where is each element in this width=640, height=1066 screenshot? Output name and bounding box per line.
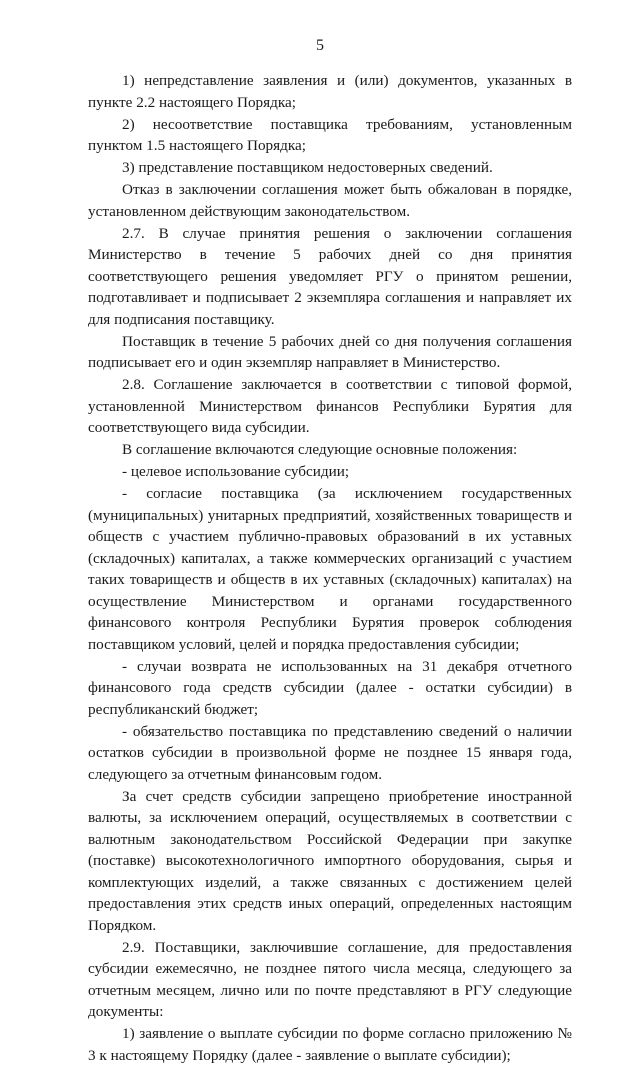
list-item-refund-cases: - случаи возврата не использованных на 31 декабря отчетного финансового года средств субсидии (далее - остатки субсидии) в республиканский бюджет;	[88, 657, 572, 718]
paragraph-rejection-reason-2: 2) несоответствие поставщика требованиям, установленным пунктом 1.5 настоящего Порядка;	[88, 115, 572, 154]
paragraph-2-8: 2.8. Соглашение заключается в соответствии с типовой формой, установленной Министерством финансов Республики Бурятия для соответствующего вида субсидии.	[88, 376, 572, 436]
paragraph-rejection-reason-3: 3) представление поставщиком недостоверных сведений.	[122, 159, 493, 176]
paragraph-2-9: 2.9. Поставщики, заключившие соглашение, для предоставления субсидии ежемесячно, не позднее пятого числа месяца, следующего за отчетным месяцем, лично или по почте представляют в РГУ следующие документы:	[88, 938, 572, 1020]
paragraph-currency-prohibition: За счет средств субсидии запрещено приобретение иностранной валюты, за исключением операций, осуществляемых в соответствии с валютным законодательством Российской Федерации при закупке (поставке) высокотехнологичного импортного оборудования, сырья и комплектующих изделий, а также связанных с достижением целей предоставления этих средств иных операций, определенных настоящим Порядком.	[88, 787, 572, 934]
paragraph-supplier-signing: Поставщик в течение 5 рабочих дней со дня получения соглашения подписывает его и один экземпляр направляет в Министерство.	[88, 332, 572, 371]
paragraph-rejection-reason-1: 1) непредставление заявления и (или) документов, указанных в пункте 2.2 настоящего Порядка;	[88, 72, 572, 111]
list-item-reporting-obligation: - обязательство поставщика по представлению сведений о наличии остатков субсидии в произвольной форме не позднее 15 января года, следующего за отчетным финансовым годом.	[88, 722, 572, 783]
list-item-supplier-consent: - согласие поставщика (за исключением государственных (муниципальных) унитарных предприятий, хозяйственных товариществ и обществ с участием публично-правовых образований в их уставных (складочных) капиталах, а также коммерческих организаций с участием таких товариществ и обществ в их уставных (складочных) капиталах) на осуществление Министерством и органами государственного финансового контроля Республики Бурятия проверок соблюдения поставщиком условий, целей и порядка предоставления субсидии;	[88, 485, 572, 653]
page-number: 5	[316, 37, 324, 54]
list-item-target-use: - целевое использование субсидии;	[122, 463, 350, 480]
document-body	[88, 70, 572, 1066]
paragraph-2-7: 2.7. В случае принятия решения о заключении соглашения Министерство в течение 5 рабочих дней со дня принятия соответствующего решения уведомляет РГУ о принятом решении, подготавливает и подписывает 2 экземпляра соглашения и направляет их для подписания поставщику.	[88, 224, 572, 328]
list-item-payment-application: 1) заявление о выплате субсидии по форме согласно приложению № 3 к настоящему Порядку (далее - заявление о выплате субсидии);	[88, 1025, 572, 1064]
paragraph-appeal: Отказ в заключении соглашения может быть обжалован в порядке, установленном действующим законодательством.	[88, 181, 572, 220]
paragraph-agreement-provisions: В соглашение включаются следующие основные положения:	[122, 441, 518, 458]
